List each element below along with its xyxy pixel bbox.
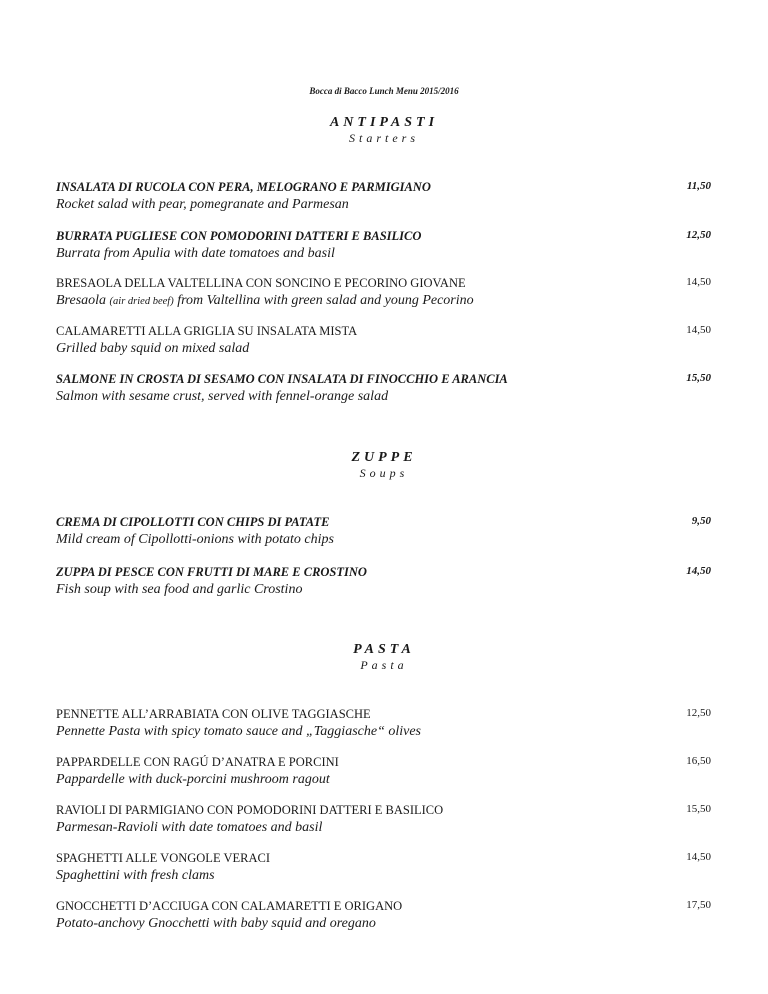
section-title: ANTIPASTI [329,115,439,130]
item-name-english: Spaghettini with fresh clams [56,868,215,883]
section-title: PASTA [353,642,415,657]
item-name-italian: BURRATA PUGLIESE CON POMODORINI DATTERI E BASILICO [56,229,422,243]
item-name-italian: PAPPARDELLE CON RAGÚ D’ANATRA E PORCINI [56,755,339,769]
item-name-english [56,292,711,310]
section-subtitle: Pasta [360,658,408,672]
item-name-italian: CALAMARETTI ALLA GRIGLIA SU INSALATA MISTA [56,324,358,338]
menu-item [56,228,711,262]
item-price: 14,50 [686,565,711,577]
menu-item [56,371,711,405]
menu-item [56,850,711,884]
section-title: ZUPPE [351,450,417,465]
item-name-english: Grilled baby squid on mixed salad [56,341,250,356]
item-name-english: Mild cream of Cipollotti-onions with potato chips [56,532,334,547]
section-subtitle: Starters [348,131,419,145]
section-pasta-header [0,642,768,672]
item-name-english: Pennette Pasta with spicy tomato sauce and „Taggiasche“ olives [56,724,422,739]
section-antipasti-header [0,115,768,145]
menu-item [56,323,711,357]
item-price: 11,50 [686,180,711,192]
item-name-english-part: from Valtellina with green salad and young Pecorino [177,293,474,308]
item-price: 12,50 [686,229,711,241]
item-name-english: Pappardelle with duck-porcini mushroom ragout [56,772,330,787]
menu-item [56,706,711,740]
item-name-italian: RAVIOLI DI PARMIGIANO CON POMODORINI DATTERI E BASILICO [56,803,444,817]
item-price: 14,50 [686,324,711,336]
item-name-italian: BRESAOLA DELLA VALTELLINA CON SONCINO E PECORINO GIOVANE [56,276,466,290]
item-price: 15,50 [686,372,711,384]
item-name-english: Burrata from Apulia with date tomatoes and basil [56,246,335,261]
menu-item [56,514,711,548]
menu-item [56,564,711,598]
section-subtitle: Soups [359,466,409,480]
menu-item [56,802,711,836]
item-name-english: Potato-anchovy Gnocchetti with baby squid and oregano [56,916,376,931]
item-price: 16,50 [686,755,711,767]
item-price: 15,50 [686,803,711,815]
item-name-english: Parmesan-Ravioli with date tomatoes and basil [56,820,323,835]
menu-item [56,179,711,213]
item-name-english: Fish soup with sea food and garlic Crostino [56,582,303,597]
item-name-italian: ZUPPA DI PESCE CON FRUTTI DI MARE E CROSTINO [56,565,367,579]
item-name-italian: PENNETTE ALL’ARRABIATA CON OLIVE TAGGIASCHE [56,707,371,721]
menu-item [56,898,711,932]
item-name-italian: SPAGHETTI ALLE VONGOLE VERACI [56,851,271,865]
item-name-italian: GNOCCHETTI D’ACCIUGA CON CALAMARETTI E ORIGANO [56,899,403,913]
item-name-italian: CREMA DI CIPOLLOTTI CON CHIPS DI PATATE [56,515,330,529]
item-name-italian: INSALATA DI RUCOLA CON PERA, MELOGRANO E PARMIGIANO [56,180,431,194]
item-price: 12,50 [686,707,711,719]
item-name-english: Rocket salad with pear, pomegranate and Parmesan [56,197,349,212]
item-price: 14,50 [686,851,711,863]
item-price: 17,50 [686,899,711,911]
item-name-italian: SALMONE IN CROSTA DI SESAMO CON INSALATA DI FINOCCHIO E ARANCIA [56,372,508,386]
item-name-english: Salmon with sesame crust, served with fennel-orange salad [56,389,389,404]
item-note: (air dried beef) [109,296,174,307]
section-zuppe-header [0,450,768,480]
item-name-english-part: Bresaola [56,293,107,308]
item-price: 14,50 [686,276,711,288]
menu-title: Bocca di Bacco Lunch Menu 2015/2016 [309,86,459,96]
item-price: 9,50 [691,515,711,527]
menu-item [56,754,711,788]
menu-item [56,275,711,310]
